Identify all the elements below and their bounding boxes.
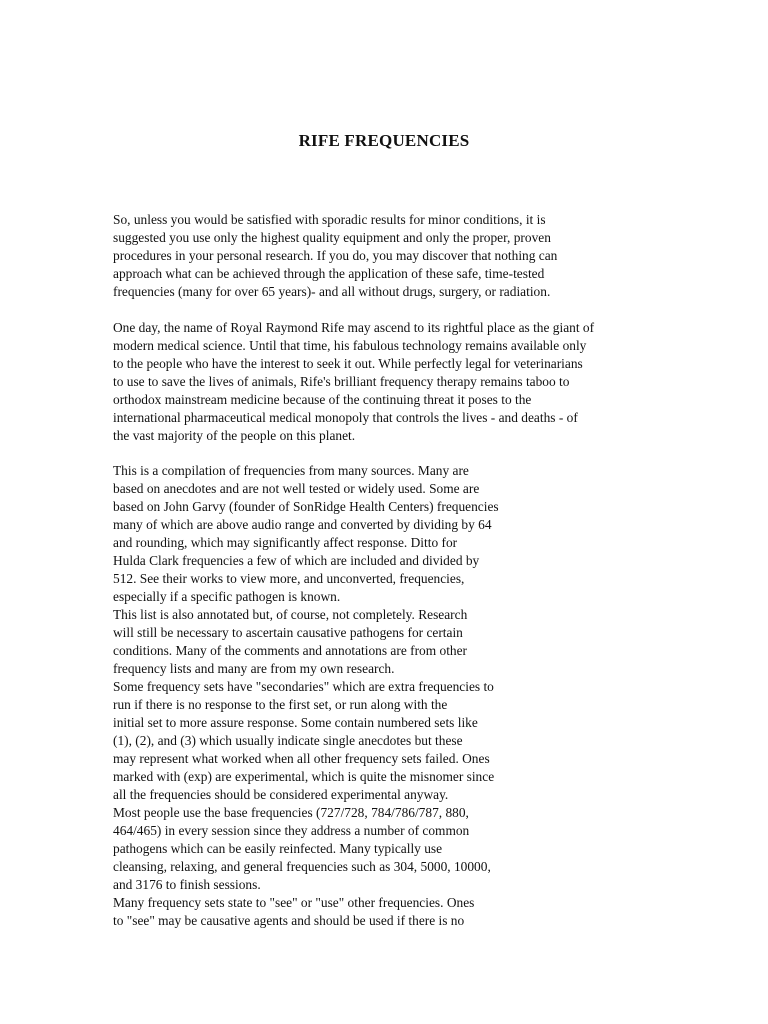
text-line: may represent what worked when all other frequency sets failed. Ones [113,751,490,766]
document-title: RIFE FREQUENCIES [298,131,470,150]
text-line: orthodox mainstream medicine because of the continuing threat it poses to the [113,392,532,407]
text-line: will still be necessary to ascertain causative pathogens for certain [113,625,463,640]
text-line: pathogens which can be easily reinfected. Many typically use [113,841,443,856]
text-line: suggested you use only the highest quality equipment and only the proper, proven [113,230,551,245]
text-line: One day, the name of Royal Raymond Rife may ascend to its rightful place as the giant of [113,320,595,335]
text-line: to "see" may be causative agents and should be used if there is no [113,913,465,928]
text-line: based on John Garvy (founder of SonRidge Health Centers) frequencies [113,499,499,514]
text-line: This is a compilation of frequencies from many sources. Many are [113,463,469,478]
text-line: international pharmaceutical medical monopoly that controls the lives - and deaths - of [113,410,578,425]
text-line: This list is also annotated but, of course, not completely. Research [113,607,468,622]
text-line: initial set to more assure response. Some contain numbered sets like [113,715,478,730]
text-line: cleansing, relaxing, and general frequencies such as 304, 5000, 10000, [113,859,491,874]
text-line: conditions. Many of the comments and annotations are from other [113,643,468,658]
text-line: many of which are above audio range and converted by dividing by 64 [113,517,492,532]
text-line: 512. See their works to view more, and unconverted, frequencies, [113,571,465,586]
text-line: based on anecdotes and are not well tested or widely used. Some are [113,481,480,496]
text-line: modern medical science. Until that time, his fabulous technology remains available only [113,338,587,353]
text-line: to the people who have the interest to seek it out. While perfectly legal for veterinarians [113,356,583,371]
text-line: especially if a specific pathogen is known. [113,589,341,604]
text-line: and 3176 to finish sessions. [113,877,261,892]
text-line: the vast majority of the people on this planet. [113,428,356,443]
text-line: approach what can be achieved through the application of these safe, time-tested [113,266,545,281]
text-line: (1), (2), and (3) which usually indicate single anecdotes but these [113,733,463,748]
text-line: run if there is no response to the first set, or run along with the [113,697,448,712]
text-line: Hulda Clark frequencies a few of which are included and divided by [113,553,480,568]
paragraph-intro [113,211,557,301]
text-line: marked with (exp) are experimental, which is quite the misnomer since [113,769,495,784]
text-line: 464/465) in every session since they address a number of common [113,823,470,838]
paragraph-rife [113,319,594,445]
text-line: all the frequencies should be considered experimental anyway. [113,787,449,802]
paragraph-compilation [113,462,499,930]
text-line: Most people use the base frequencies (727/728, 784/786/787, 880, [113,805,469,820]
text-line: procedures in your personal research. If you do, you may discover that nothing can [113,248,558,263]
text-line: to use to save the lives of animals, Rife's brilliant frequency therapy remains taboo to [113,374,570,389]
text-line: Some frequency sets have "secondaries" which are extra frequencies to [113,679,494,694]
text-line: frequency lists and many are from my own research. [113,661,395,676]
text-line: and rounding, which may significantly affect response. Ditto for [113,535,458,550]
text-line: So, unless you would be satisfied with sporadic results for minor conditions, it is [113,212,546,227]
text-line: Many frequency sets state to "see" or "use" other frequencies. Ones [113,895,475,910]
text-line: frequencies (many for over 65 years)- and all without drugs, surgery, or radiation. [113,284,551,299]
